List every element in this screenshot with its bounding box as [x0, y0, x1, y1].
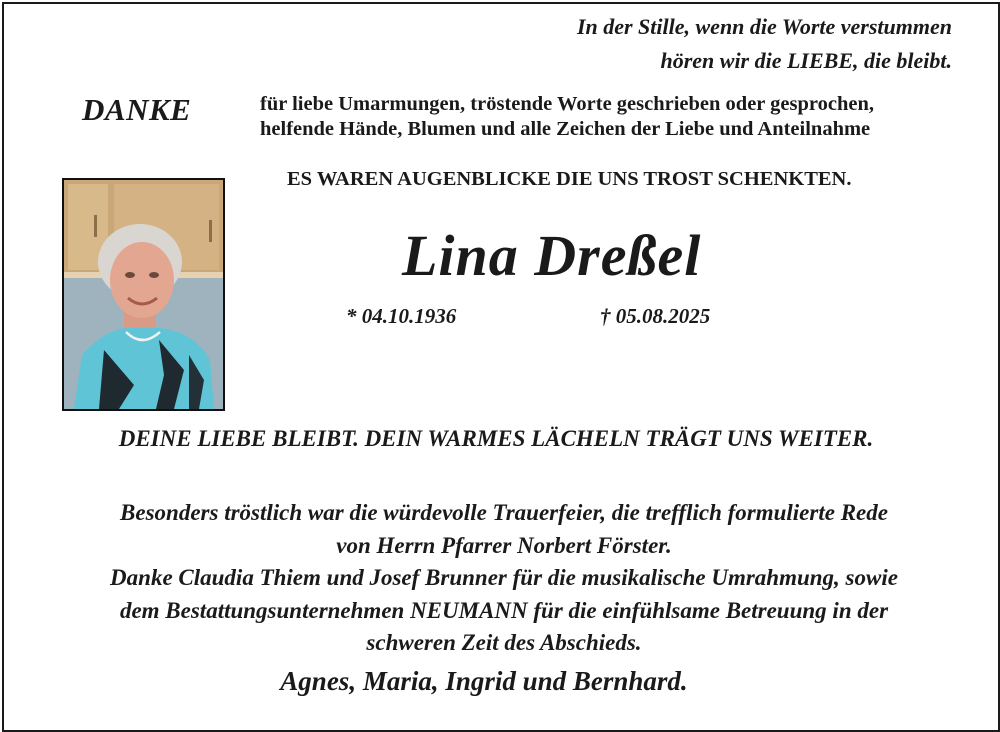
poem-line-2: hören wir die LIEBE, die bleibt.	[660, 48, 952, 73]
motto: DEINE LIEBE BLEIBT. DEIN WARMES LÄCHELN TRÄGT UNS WEITER.	[118, 426, 874, 451]
body-line-4: dem Bestattungsunternehmen NEUMANN für die einfühlsame Betreuung in der	[119, 597, 889, 623]
signature: Agnes, Maria, Ingrid und Bernhard.	[280, 666, 688, 696]
thanks-line-1: für liebe Umarmungen, tröstende Worte geschrieben oder gesprochen,	[260, 93, 874, 115]
portrait-photo	[62, 178, 225, 411]
poem-line-1: In der Stille, wenn die Worte verstummen	[576, 14, 952, 39]
body-line-3: Danke Claudia Thiem und Josef Brunner für die musikalische Umrahmung, sowie	[110, 565, 898, 590]
body-line-1: Besonders tröstlich war die würdevolle Trauerfeier, die trefflich formulierte Rede	[120, 500, 888, 525]
poem	[577, 10, 952, 78]
body-line-5: schweren Zeit des Abschieds.	[366, 630, 642, 655]
body-line-2: von Herrn Pfarrer Norbert Förster.	[336, 532, 672, 558]
deceased-name: Lina Dreßel	[402, 223, 702, 288]
birth-date: * 04.10.1936	[346, 304, 457, 328]
death-date: † 05.08.2025	[600, 304, 711, 328]
thanks-body	[4, 497, 1000, 660]
thanks-text	[260, 92, 874, 142]
thanks-heading: DANKE	[82, 92, 192, 127]
obituary-card	[2, 2, 1000, 732]
thanks-line-2: helfende Hände, Blumen und alle Zeichen der Liebe und Anteilnahme	[260, 118, 871, 140]
moments-text: ES WAREN AUGENBLICKE DIE UNS TROST SCHENKTEN.	[287, 168, 852, 190]
